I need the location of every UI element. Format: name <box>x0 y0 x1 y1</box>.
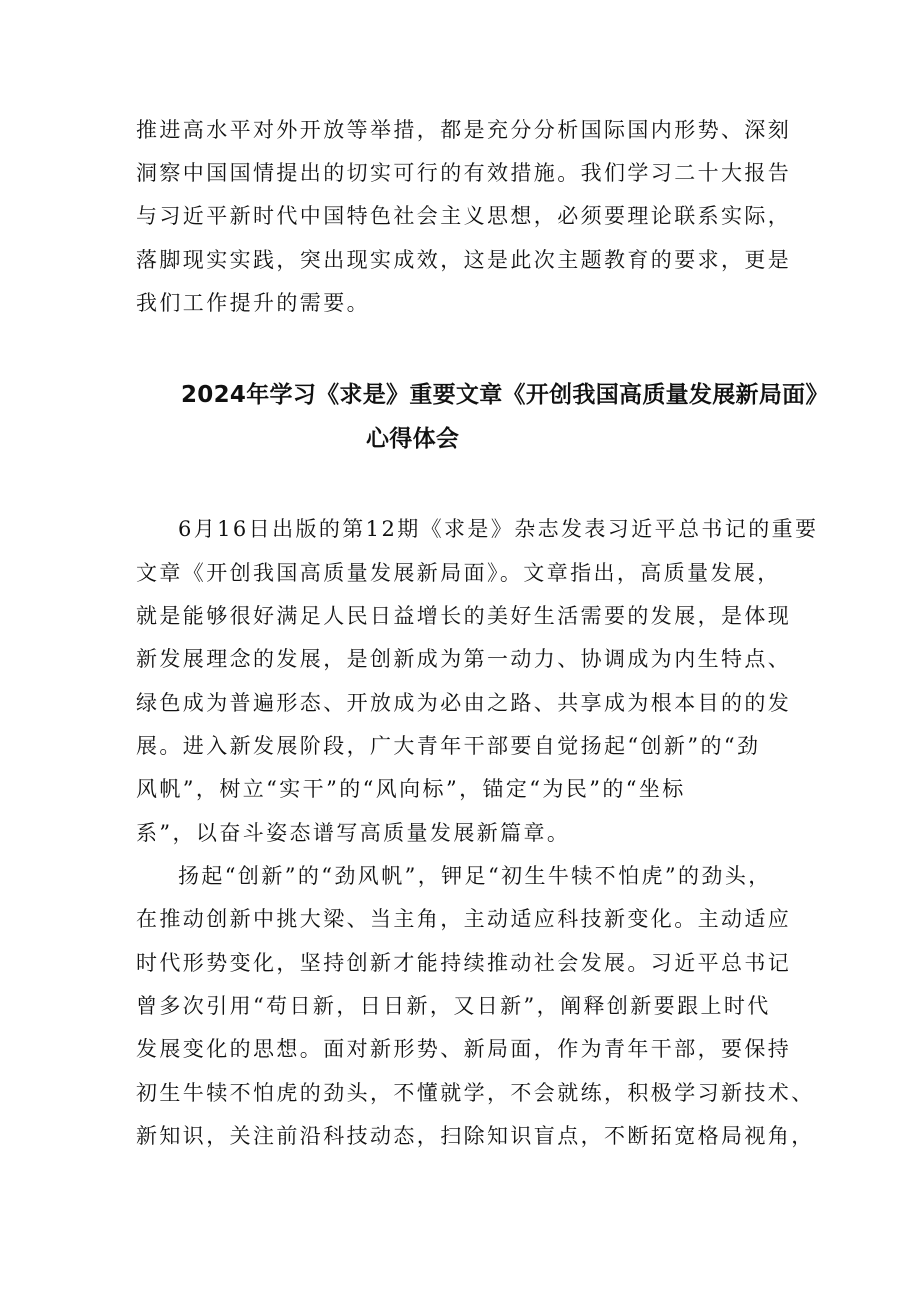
text-line: 新知识，关注前沿科技动态，扫除知识盲点，不断拓宽格局视角， <box>136 1124 815 1148</box>
text-line: 曾多次引用“苟日新，日日新，又日新”，阐释创新要跟上时代 <box>136 994 771 1018</box>
text-line: 文章《开创我国高质量发展新局面》。文章指出，高质量发展， <box>136 561 781 585</box>
text-line: 推进高水平对外开放等举措，都是充分分析国际国内形势、深刻 <box>136 118 792 142</box>
text-line: 扬起“创新”的“劲风帆”，钾足“初生牛犊不怕虎”的劲头， <box>178 864 772 888</box>
text-line: 我们工作提升的需要。 <box>136 291 370 315</box>
text-line: 与习近平新时代中国特色社会主义思想，必须要理论联系实际， <box>136 204 792 228</box>
text-line: 初生牛犊不怕虎的劲头，不懂就学，不会就练，积极学习新技术、 <box>136 1081 815 1105</box>
text-line: 发展变化的思想。面对新形势、新局面，作为青年干部，要保持 <box>136 1037 792 1061</box>
text-line: 系”，以奋斗姿态谱写高质量发展新篇章。 <box>136 821 571 845</box>
text-line: 绿色成为普遍形态、开放成为必由之路、共享成为根本目的的发 <box>136 691 792 715</box>
text-line: 洞察中国国情提出的切实可行的有效措施。我们学习二十大报告 <box>136 161 792 185</box>
text-line: 新发展理念的发展，是创新成为第一动力、协调成为内生特点、 <box>136 647 792 671</box>
text-line: 展。进入新发展阶段，广大青年干部要自觉扬起“创新”的“劲 <box>136 734 761 758</box>
text-line: 在推动创新中挑大梁、当主角，主动适应科技新变化。主动适应 <box>136 907 792 931</box>
text-line: 落脚现实实践，突出现实成效，这是此次主题教育的要求，更是 <box>136 248 792 272</box>
text-line: 风帆”，树立“实干”的“风向标”，锚定“为民”的“坐标 <box>136 777 686 801</box>
text-line: 6月16日出版的第12期《求是》杂志发表习近平总书记的重要 <box>178 517 819 541</box>
text-line: 就是能够很好满足人民日益增长的美好生活需要的发展，是体现 <box>136 604 792 628</box>
document-title-line-1: 2024年学习《求是》重要文章《开创我国高质量发展新局面》 <box>181 382 829 408</box>
text-line: 时代形势变化，坚持创新才能持续推动社会发展。习近平总书记 <box>136 951 792 975</box>
document-title-line-2: 心得体会 <box>366 426 460 452</box>
